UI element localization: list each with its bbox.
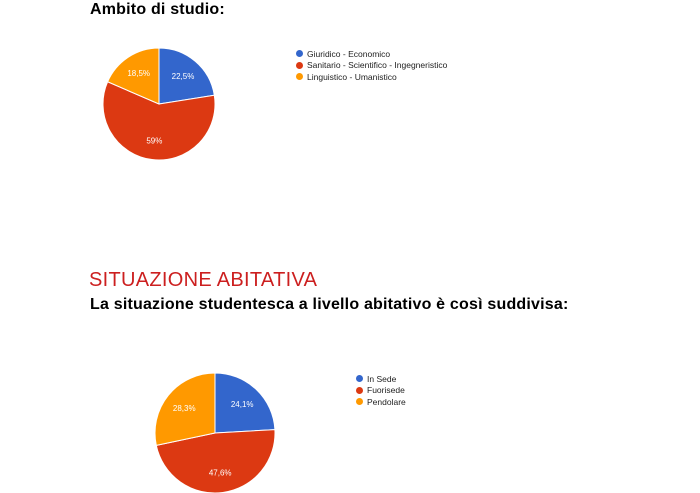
legend-swatch [296, 73, 303, 80]
legend-item-3 [356, 396, 406, 408]
legend-label: Fuorisede [367, 385, 405, 396]
pie-slice-label-3: 28,3% [172, 404, 196, 414]
legend-item-1 [356, 373, 406, 385]
ambito-legend [296, 48, 447, 83]
pie-slice-label-3: 18,5% [127, 69, 151, 79]
legend-swatch [356, 398, 363, 405]
legend-swatch [296, 62, 303, 69]
abitativa-heading: La situazione studentesca a livello abitativo è così suddivisa: [90, 296, 569, 313]
legend-item-2 [296, 60, 447, 72]
legend-item-1 [296, 48, 447, 60]
legend-swatch [356, 387, 363, 394]
section-title: SITUAZIONE ABITATIVA [89, 269, 318, 291]
abitativa-legend [356, 373, 406, 408]
legend-label: In Sede [367, 373, 397, 384]
ambito-heading: Ambito di studio: [90, 1, 225, 18]
legend-label: Pendolare [367, 396, 406, 407]
legend-item-3 [296, 71, 447, 83]
pie-slice-label-2: 59% [146, 136, 163, 146]
legend-label: Giuridico - Economico [307, 48, 391, 59]
abitativa-pie-chart [152, 373, 276, 493]
legend-swatch [296, 50, 303, 57]
pie-slice-label-1: 24,1% [230, 400, 254, 410]
ambito-pie-chart [100, 50, 220, 160]
pie-slice-label-2: 47,6% [208, 468, 232, 478]
pie-slice-label-1: 22,5% [171, 71, 195, 81]
legend-item-2 [356, 385, 406, 397]
legend-label: Linguistico - Umanistico [307, 71, 397, 82]
legend-label: Sanitario - Scientifico - Ingegneristico [307, 60, 448, 71]
legend-swatch [356, 375, 363, 382]
